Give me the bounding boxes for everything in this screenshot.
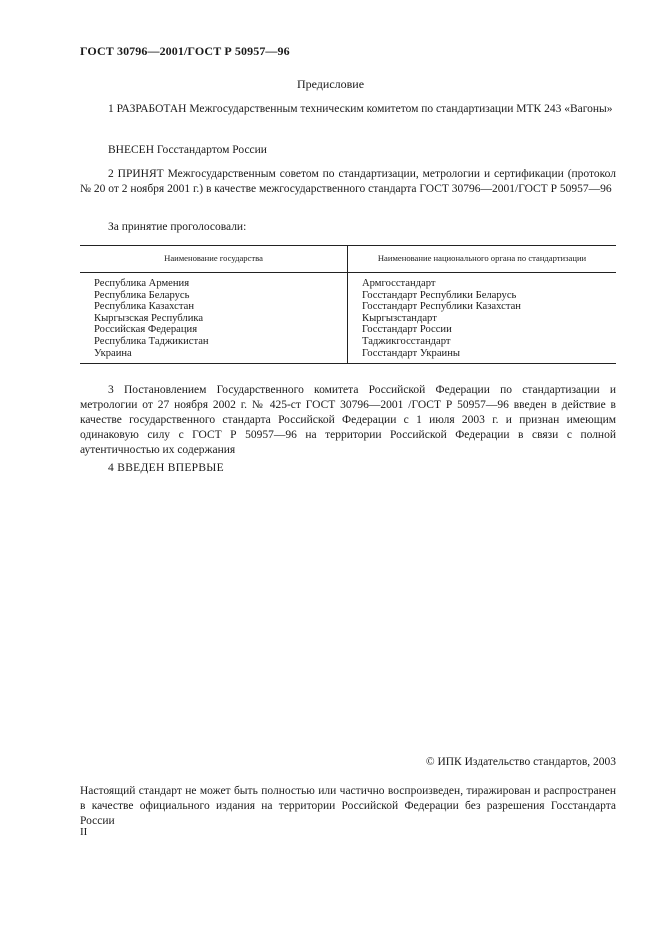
column-header-body: Наименование национального органа по стандартизации [348, 246, 617, 273]
states-column [80, 273, 348, 364]
column-header-state: Наименование государства [80, 246, 348, 273]
state-name: Республика Армения [94, 278, 190, 289]
paragraph-adopted [80, 167, 616, 197]
paragraph-developed-text: 1 РАЗРАБОТАН Межгосударственным техническим комитетом по стандартизации МТК 243 «Вагоны» [108, 103, 613, 115]
paragraph-enacted-text: 3 Постановлением Государственного комитета Российской Федерации по стандартизации и метрологии от 27 ноября 2002 г. № 425-ст ГОСТ 30796—2001 /ГОСТ Р 50957—96 введен в действие в качестве государственного стандарта Российской Федерации с 1 июля 2003 г. и признан имеющим одинаковую силу с ГОСТ Р 50957—96 на территории Российской Федерации в связи с полной аутентичностью их содержания [80, 384, 616, 456]
standards-body-name: Госстандарт России [362, 324, 452, 336]
standards-body-name: Госстандарт Украины [362, 347, 460, 359]
standards-body-name: Армгосстандарт [362, 278, 436, 289]
standards-body-name: Кыргызстандарт [362, 312, 437, 324]
paragraph-enacted [80, 383, 616, 458]
document-header: ГОСТ 30796—2001/ГОСТ Р 50957—96 [80, 44, 290, 58]
state-name: Республика Таджикистан [94, 335, 209, 347]
standards-body-name: Госстандарт Республики Казахстан [362, 301, 521, 313]
state-name: Республика Беларусь [94, 289, 190, 301]
state-name: Российская Федерация [94, 324, 198, 336]
paragraph-introduced-by-text: ВНЕСЕН Госстандартом России [108, 144, 267, 156]
state-name: Кыргызская Республика [94, 312, 204, 324]
bodies-column [348, 273, 617, 364]
copyright-line: © ИПК Издательство стандартов, 2003 [425, 756, 616, 768]
paragraph-adopted-text: 2 ПРИНЯТ Межгосударственным советом по стандартизации, метрологии и сертификации (протокол № 20 от 2 ноября 2001 г.) в качестве межгосударственного стандарта ГОСТ 30796—2001/ГОСТ Р 50957—96 [80, 168, 616, 195]
reproduction-notice [80, 784, 616, 829]
voting-states-table [80, 245, 616, 364]
voting-intro: За принятие проголосовали: [108, 221, 247, 233]
state-name: Украина [94, 347, 132, 359]
paragraph-introduced-by [80, 143, 616, 158]
state-name: Республика Казахстан [94, 301, 195, 313]
paragraph-developed [80, 102, 616, 117]
page-number: II [80, 826, 88, 838]
reproduction-notice-text: Настоящий стандарт не может быть полностью или частично воспроизведен, тиражирован и распространен в качестве официального издания на территории Российской Федерации без разрешения Госстандарта России [80, 785, 616, 827]
preface-title: Предисловие [296, 77, 365, 91]
paragraph-first-introduced: 4 ВВЕДЕН ВПЕРВЫЕ [108, 462, 224, 474]
standards-body-name: Госстандарт Республики Беларусь [362, 289, 517, 301]
standards-body-name: Таджикгосстандарт [362, 335, 451, 347]
